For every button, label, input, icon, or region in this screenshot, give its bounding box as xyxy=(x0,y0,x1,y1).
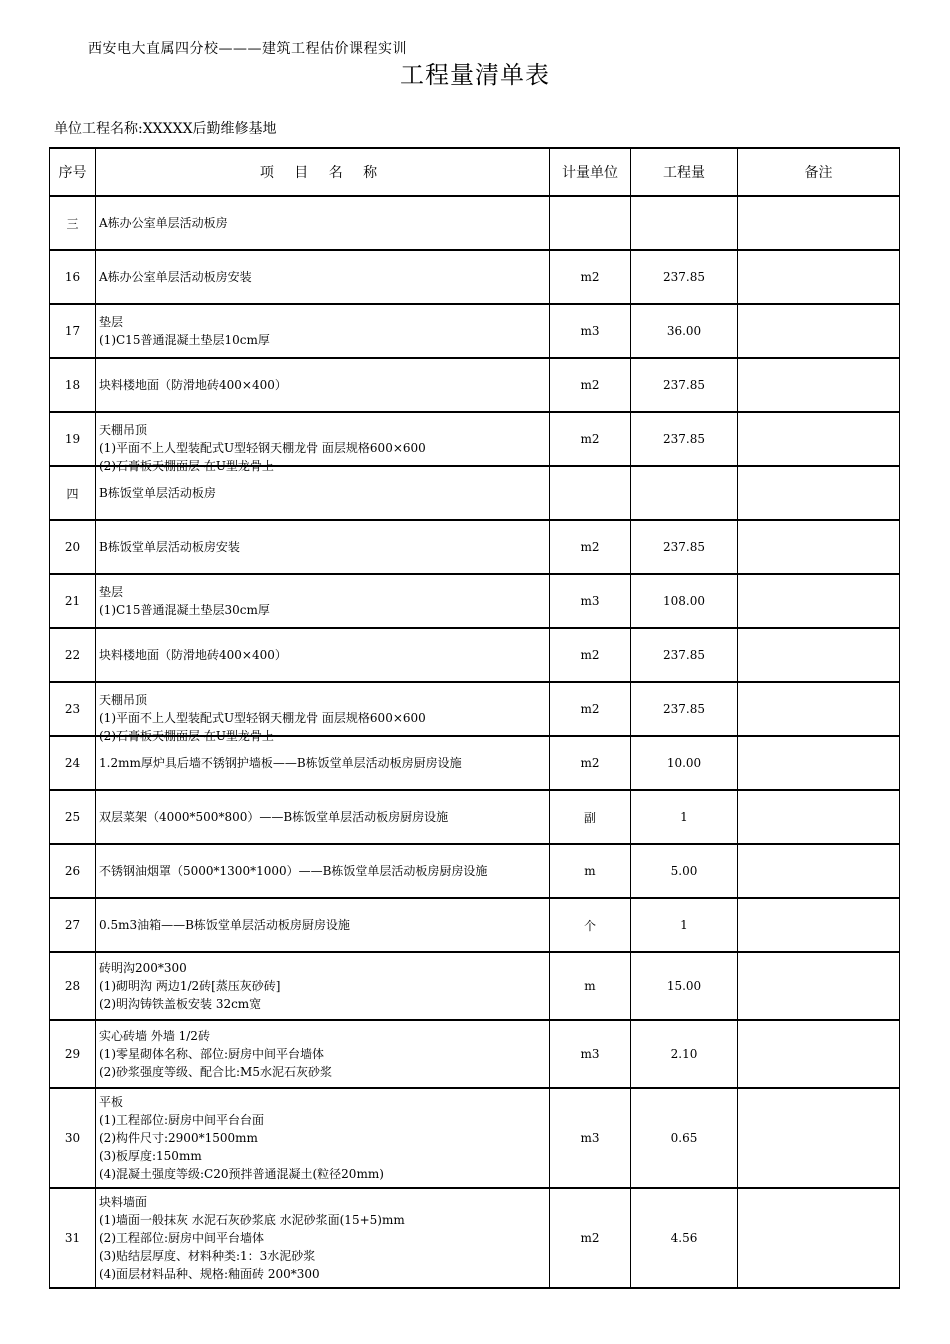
row-seq: 17 xyxy=(50,304,96,358)
item-name-line: 砖明沟200*300 xyxy=(99,961,187,975)
project-name: 单位工程名称:XXXXX后勤维修基地 xyxy=(54,121,277,137)
table-row xyxy=(50,952,900,1020)
column-header-unit: 计量单位 xyxy=(550,148,631,196)
column-header-note: 备注 xyxy=(738,148,900,196)
item-name-lines xyxy=(99,268,549,286)
row-item-name xyxy=(96,790,550,844)
row-unit: m3 xyxy=(550,304,631,358)
column-header-seq: 序号 xyxy=(50,148,96,196)
row-note xyxy=(738,412,900,466)
row-note xyxy=(738,574,900,628)
row-item-name xyxy=(96,898,550,952)
item-name-line: B栋饭堂单层活动板房安装 xyxy=(99,540,240,554)
table-row xyxy=(50,1188,900,1288)
item-name-line: 块料楼地面（防滑地砖400×400） xyxy=(99,648,287,662)
table-row xyxy=(50,250,900,304)
row-note xyxy=(738,520,900,574)
table-body xyxy=(50,196,900,1288)
item-name-line: B栋饭堂单层活动板房 xyxy=(99,486,216,500)
page-title: 工程量清单表 xyxy=(400,61,550,89)
row-quantity: 10.00 xyxy=(631,736,738,790)
row-item-name xyxy=(96,250,550,304)
item-name-line: (2)砂浆强度等级、配合比:M5水泥石灰砂浆 xyxy=(99,1065,332,1079)
item-name-line: (1)零星砌体名称、部位:厨房中间平台墙体 xyxy=(99,1047,325,1061)
row-note xyxy=(738,1020,900,1088)
row-note xyxy=(738,358,900,412)
row-item-name xyxy=(96,196,550,250)
row-seq: 24 xyxy=(50,736,96,790)
item-name-line: (4)面层材料品种、规格:釉面砖 200*300 xyxy=(99,1267,320,1281)
item-name-line: (2)石膏板天棚面层 在U型龙骨上 xyxy=(99,729,274,743)
item-name-lines xyxy=(99,214,549,232)
row-note xyxy=(738,844,900,898)
row-note xyxy=(738,196,900,250)
item-name-lines xyxy=(99,862,549,880)
row-item-name xyxy=(96,1188,550,1288)
table-row xyxy=(50,844,900,898)
row-unit: m3 xyxy=(550,1020,631,1088)
row-seq: 四 xyxy=(50,466,96,520)
row-unit xyxy=(550,196,631,250)
row-note xyxy=(738,736,900,790)
item-name-lines xyxy=(99,916,549,934)
row-item-name xyxy=(96,1020,550,1088)
row-quantity: 237.85 xyxy=(631,358,738,412)
row-quantity xyxy=(631,466,738,520)
item-name-line: 天棚吊顶 xyxy=(99,693,148,707)
row-quantity: 237.85 xyxy=(631,520,738,574)
row-seq: 16 xyxy=(50,250,96,304)
item-name-lines xyxy=(99,646,549,664)
row-item-name xyxy=(96,844,550,898)
row-unit: m2 xyxy=(550,358,631,412)
row-unit: m2 xyxy=(550,628,631,682)
table-row xyxy=(50,574,900,628)
item-name-line: (1)砌明沟 两边1/2砖[蒸压灰砂砖] xyxy=(99,979,281,993)
row-quantity: 0.65 xyxy=(631,1088,738,1188)
table-row xyxy=(50,520,900,574)
column-header-qty: 工程量 xyxy=(631,148,738,196)
item-name-line: (1)墙面一般抹灰 水泥石灰砂浆底 水泥砂浆面(15+5)mm xyxy=(99,1213,405,1227)
item-name-lines xyxy=(99,1193,549,1283)
item-name-line: 垫层 xyxy=(99,585,124,599)
row-item-name xyxy=(96,952,550,1020)
item-name-line: (2)工程部位:厨房中间平台墙体 xyxy=(99,1231,265,1245)
row-item-name xyxy=(96,628,550,682)
table-row xyxy=(50,790,900,844)
row-item-name xyxy=(96,304,550,358)
row-quantity: 237.85 xyxy=(631,250,738,304)
item-name-lines xyxy=(99,376,549,394)
table-row xyxy=(50,304,900,358)
item-name-line: (1)C15普通混凝土垫层10cm厚 xyxy=(99,333,270,347)
item-name-line: 1.2mm厚炉具后墙不锈钢护墙板——B栋饭堂单层活动板房厨房设施 xyxy=(99,756,462,770)
row-quantity: 1 xyxy=(631,790,738,844)
row-item-name xyxy=(96,358,550,412)
row-seq: 30 xyxy=(50,1088,96,1188)
row-unit: m xyxy=(550,844,631,898)
item-name-lines xyxy=(99,754,549,772)
item-name-line: 垫层 xyxy=(99,315,124,329)
item-name-lines xyxy=(99,538,549,556)
bill-of-quantities-table xyxy=(49,147,900,1289)
item-name-lines xyxy=(99,484,549,502)
row-seq: 20 xyxy=(50,520,96,574)
row-seq: 29 xyxy=(50,1020,96,1088)
row-seq: 28 xyxy=(50,952,96,1020)
row-quantity: 1 xyxy=(631,898,738,952)
table-row xyxy=(50,196,900,250)
row-note xyxy=(738,1088,900,1188)
row-unit xyxy=(550,466,631,520)
table-row xyxy=(50,682,900,736)
item-name-line: 不锈钢油烟罩（5000*1300*1000）——B栋饭堂单层活动板房厨房设施 xyxy=(99,864,488,878)
row-unit: m2 xyxy=(550,736,631,790)
item-name-line: (4)混凝土强度等级:C20预拌普通混凝土(粒径20mm) xyxy=(99,1167,384,1181)
item-name-line: 平板 xyxy=(99,1095,124,1109)
row-seq: 22 xyxy=(50,628,96,682)
row-unit: m2 xyxy=(550,520,631,574)
table-row xyxy=(50,1020,900,1088)
row-quantity: 237.85 xyxy=(631,412,738,466)
table-header-row xyxy=(50,148,900,196)
row-unit: m2 xyxy=(550,682,631,736)
item-name-line: (1)平面不上人型装配式U型轻钢天棚龙骨 面层规格600×600 xyxy=(99,441,426,455)
row-seq: 三 xyxy=(50,196,96,250)
row-item-name xyxy=(96,1088,550,1188)
item-name-line: (1)工程部位:厨房中间平台台面 xyxy=(99,1113,265,1127)
item-name-lines xyxy=(99,1093,549,1183)
table-row xyxy=(50,898,900,952)
item-name-line: (2)石膏板天棚面层 在U型龙骨上 xyxy=(99,459,274,473)
table-row xyxy=(50,358,900,412)
table-row xyxy=(50,412,900,466)
row-quantity: 15.00 xyxy=(631,952,738,1020)
row-note xyxy=(738,952,900,1020)
row-item-name xyxy=(96,574,550,628)
row-unit: 个 xyxy=(550,898,631,952)
item-name-lines xyxy=(99,1027,549,1081)
row-note xyxy=(738,682,900,736)
row-quantity: 5.00 xyxy=(631,844,738,898)
row-note xyxy=(738,1188,900,1288)
item-name-line: 0.5m3油箱——B栋饭堂单层活动板房厨房设施 xyxy=(99,918,350,932)
row-quantity xyxy=(631,196,738,250)
item-name-line: 块料墙面 xyxy=(99,1195,148,1209)
row-seq: 18 xyxy=(50,358,96,412)
table-row xyxy=(50,628,900,682)
row-note xyxy=(738,628,900,682)
row-unit: m3 xyxy=(550,574,631,628)
row-note xyxy=(738,466,900,520)
item-name-lines xyxy=(99,421,549,473)
table-row xyxy=(50,1088,900,1188)
row-seq: 23 xyxy=(50,682,96,736)
item-name-line: 双层菜架（4000*500*800）——B栋饭堂单层活动板房厨房设施 xyxy=(99,810,449,824)
item-name-line: (3)贴结层厚度、材料种类:1：3水泥砂浆 xyxy=(99,1249,316,1263)
item-name-lines xyxy=(99,808,549,826)
row-seq: 27 xyxy=(50,898,96,952)
row-unit: m2 xyxy=(550,250,631,304)
row-item-name xyxy=(96,520,550,574)
row-quantity: 4.56 xyxy=(631,1188,738,1288)
item-name-line: 天棚吊顶 xyxy=(99,423,148,437)
row-seq: 19 xyxy=(50,412,96,466)
row-note xyxy=(738,898,900,952)
item-name-line: (2)明沟铸铁盖板安装 32cm宽 xyxy=(99,997,262,1011)
row-unit: m2 xyxy=(550,412,631,466)
row-unit: m xyxy=(550,952,631,1020)
item-name-line: 实心砖墙 外墙 1/2砖 xyxy=(99,1029,210,1043)
item-name-lines xyxy=(99,959,549,1013)
row-quantity: 36.00 xyxy=(631,304,738,358)
row-item-name xyxy=(96,682,550,743)
item-name-lines xyxy=(99,313,549,349)
row-seq: 21 xyxy=(50,574,96,628)
row-note xyxy=(738,304,900,358)
item-name-line: (2)构件尺寸:2900*1500mm xyxy=(99,1131,258,1145)
item-name-lines xyxy=(99,583,549,619)
item-name-line: 块料楼地面（防滑地砖400×400） xyxy=(99,378,287,392)
item-name-line: A栋办公室单层活动板房 xyxy=(99,216,228,230)
row-quantity: 237.85 xyxy=(631,682,738,736)
row-seq: 31 xyxy=(50,1188,96,1288)
row-quantity: 108.00 xyxy=(631,574,738,628)
item-name-line: (1)平面不上人型装配式U型轻钢天棚龙骨 面层规格600×600 xyxy=(99,711,426,725)
row-note xyxy=(738,250,900,304)
row-note xyxy=(738,790,900,844)
row-seq: 25 xyxy=(50,790,96,844)
row-unit: 副 xyxy=(550,790,631,844)
row-quantity: 237.85 xyxy=(631,628,738,682)
row-seq: 26 xyxy=(50,844,96,898)
row-quantity: 2.10 xyxy=(631,1020,738,1088)
item-name-lines xyxy=(99,691,549,743)
column-header-name: 项 目 名 称 xyxy=(96,148,550,196)
item-name-line: (1)C15普通混凝土垫层30cm厚 xyxy=(99,603,270,617)
item-name-line: A栋办公室单层活动板房安装 xyxy=(99,270,252,284)
row-unit: m3 xyxy=(550,1088,631,1188)
item-name-line: (3)板厚度:150mm xyxy=(99,1149,202,1163)
row-unit: m2 xyxy=(550,1188,631,1288)
row-item-name xyxy=(96,412,550,473)
school-heading: 西安电大直属四分校———建筑工程估价课程实训 xyxy=(88,41,407,57)
